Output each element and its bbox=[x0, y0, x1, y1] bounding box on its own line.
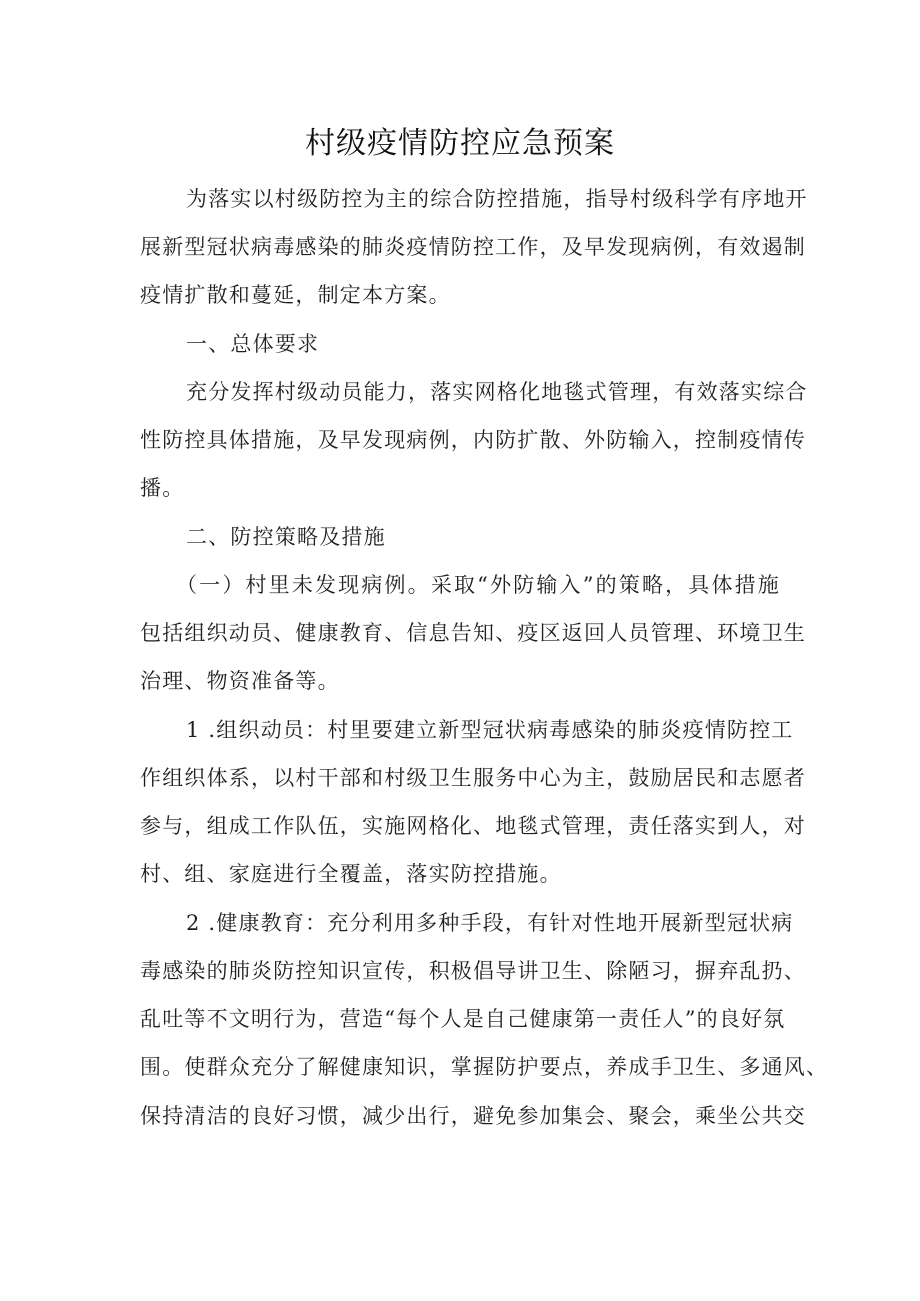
intro-line-1: 为落实以村级防控为主的综合防控措施，指导村级科学有序地开 bbox=[186, 187, 808, 211]
document-title: 村级疫情防控应急预案 bbox=[305, 126, 615, 161]
item2-line-5: 保持清洁的良好习惯，减少出行，避免参加集会、聚会，乘坐公共交 bbox=[140, 1104, 806, 1128]
item2-line-1: 2 .健康教育：充分利用多种手段，有针对性地开展新型冠状病 bbox=[186, 911, 794, 935]
section-heading-2: 二、防控策略及措施 bbox=[186, 525, 386, 549]
intro-line-2: 展新型冠状病毒感染的肺炎疫情防控工作，及早发现病例，有效遏制 bbox=[140, 235, 806, 259]
item1-line-1: 1 .组织动员：村里要建立新型冠状病毒感染的肺炎疫情防控工 bbox=[186, 718, 794, 742]
item1-line-2: 作组织体系，以村干部和村级卫生服务中心为主，鼓励居民和志愿者 bbox=[140, 766, 806, 790]
subsection1-line-3: 治理、物资准备等。 bbox=[140, 669, 340, 693]
item2-line-2: 毒感染的肺炎防控知识宣传，积极倡导讲卫生、除陋习，摒弃乱扔、 bbox=[140, 959, 806, 983]
section-heading-1: 一、总体要求 bbox=[186, 332, 320, 356]
section1-line-1: 充分发挥村级动员能力，落实网格化地毯式管理，有效落实综合 bbox=[186, 380, 808, 404]
item1-line-4: 村、组、家庭进行全覆盖，落实防控措施。 bbox=[140, 862, 562, 886]
section1-line-2: 性防控具体措施，及早发现病例，内防扩散、外防输入，控制疫情传 bbox=[140, 428, 806, 452]
item1-line-3: 参与，组成工作队伍，实施网格化、地毯式管理，责任落实到人，对 bbox=[140, 814, 806, 838]
intro-line-3: 疫情扩散和蔓延，制定本方案。 bbox=[140, 283, 451, 307]
section1-line-3: 播。 bbox=[140, 476, 185, 500]
subsection1-line-1: （一）村里未发现病例。采取“外防输入”的策略，具体措施 bbox=[176, 573, 780, 597]
subsection1-line-2: 包括组织动员、健康教育、信息告知、疫区返回人员管理、环境卫生 bbox=[140, 621, 806, 645]
item2-line-3: 乱吐等不文明行为，营造“每个人是自己健康第一责任人”的良好氛 bbox=[140, 1007, 786, 1031]
item2-line-4: 围。使群众充分了解健康知识，掌握防护要点，养成手卫生、多通风、 bbox=[140, 1055, 829, 1079]
